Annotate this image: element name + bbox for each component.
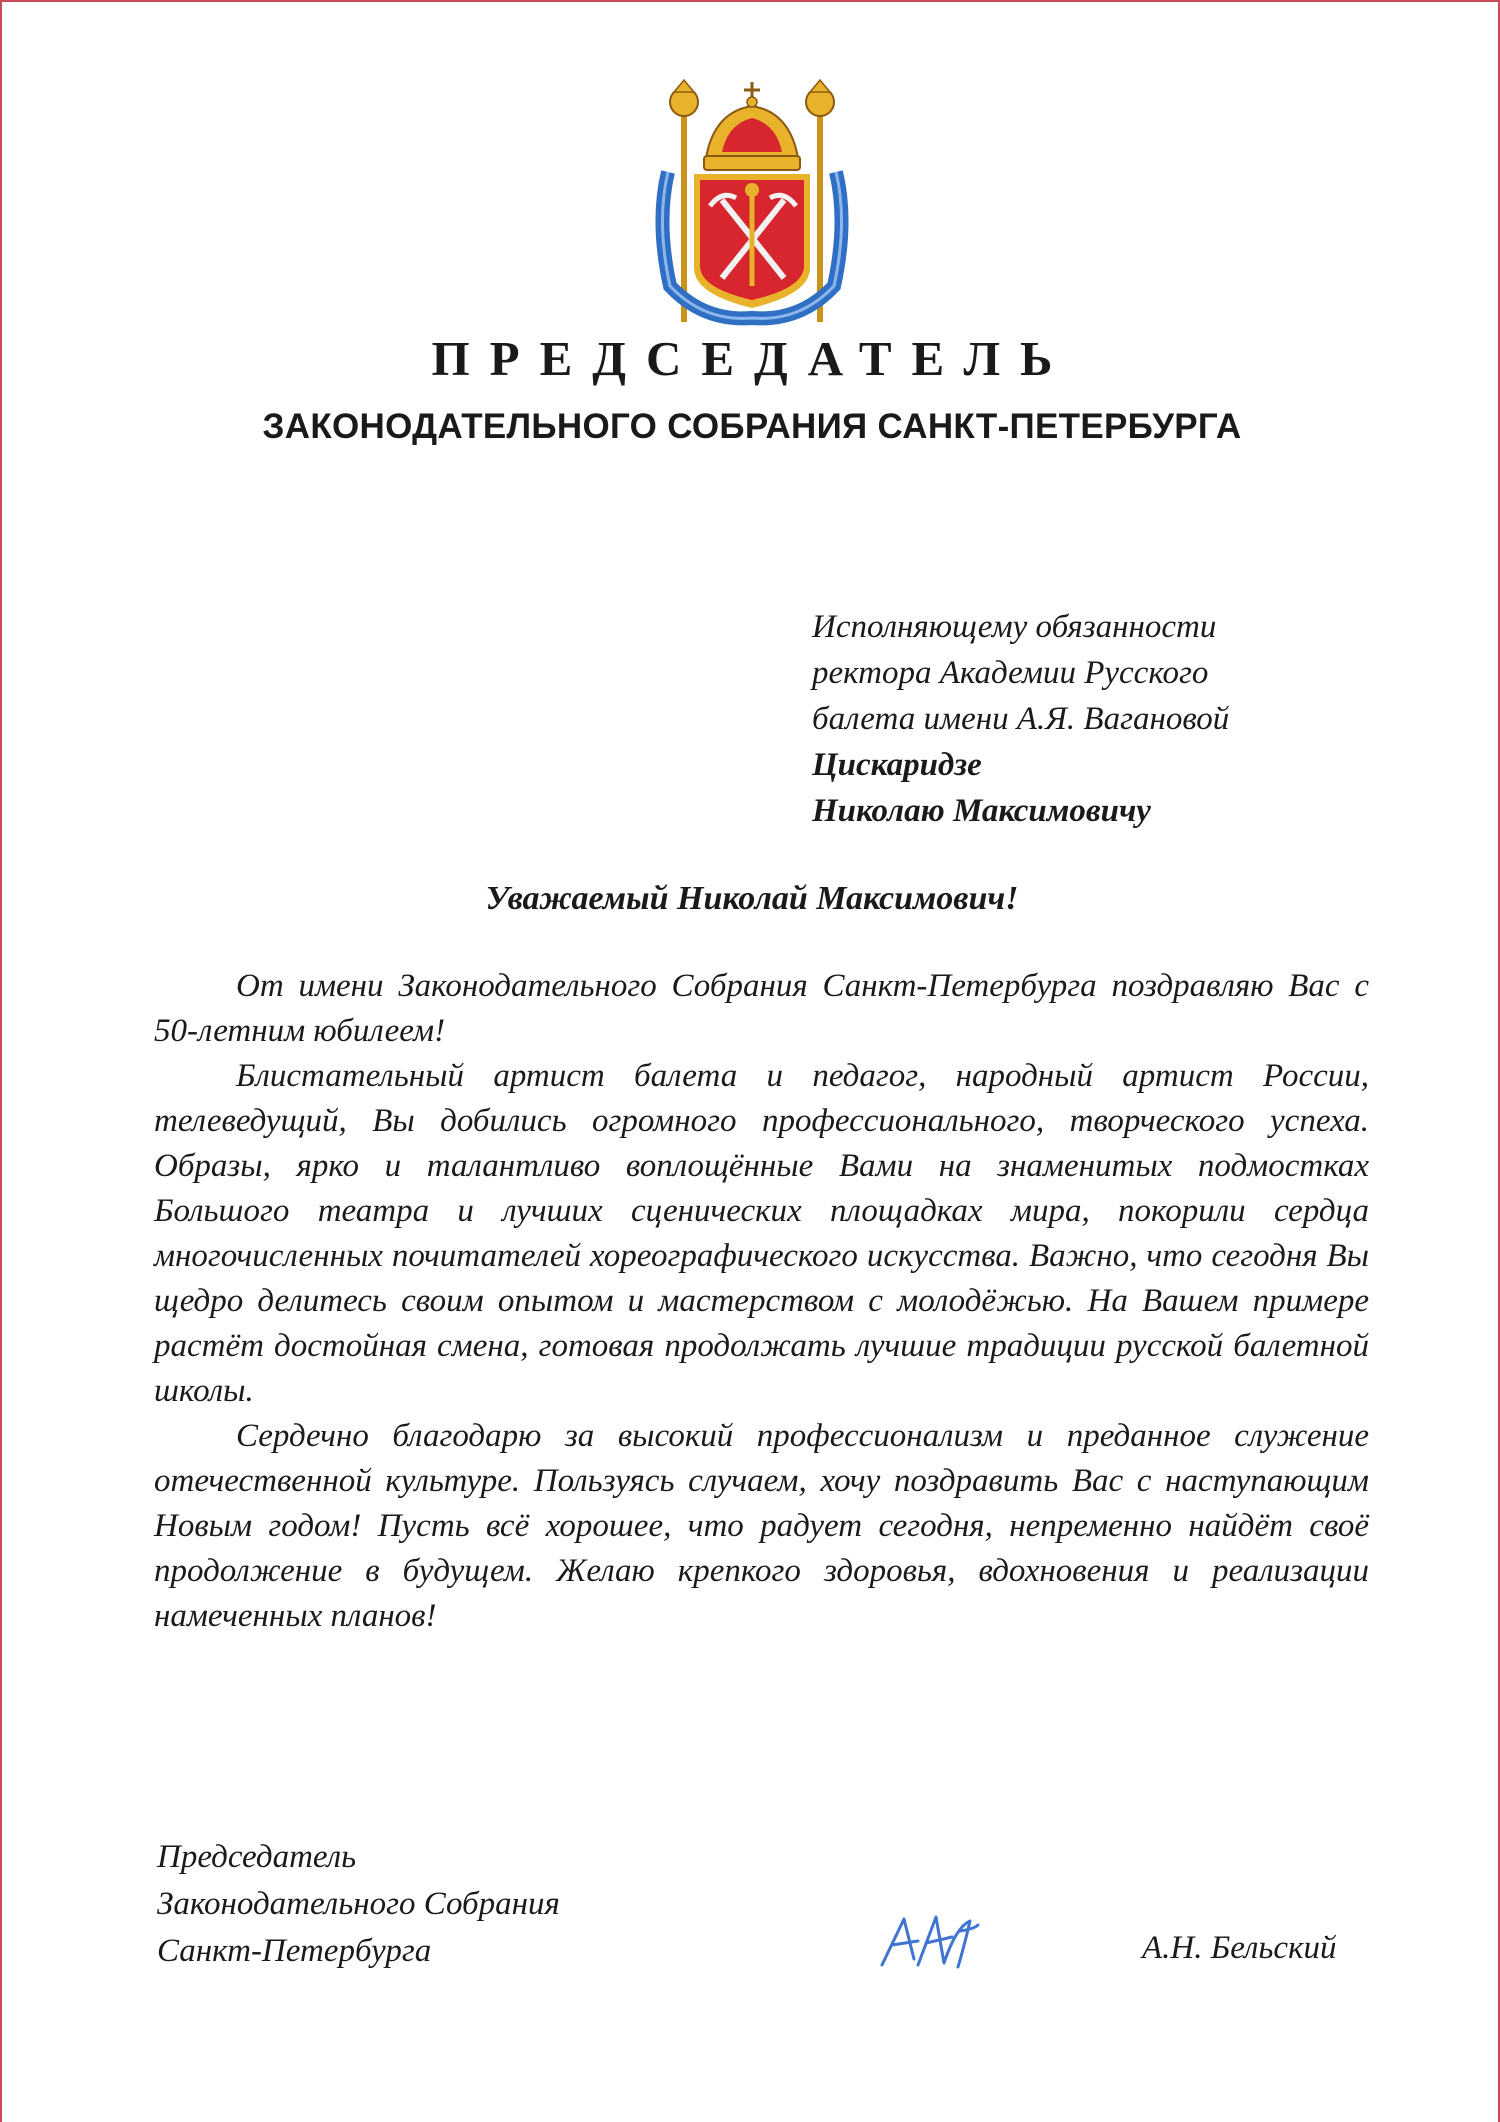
signatory-position: [157, 1834, 560, 1975]
letter-body: [154, 964, 1369, 1639]
position-line: Законодательного Собрания: [157, 1886, 560, 1922]
handwritten-signature: [874, 1907, 984, 1977]
position-line: Председатель: [157, 1839, 357, 1875]
position-line: Санкт-Петербурга: [157, 1933, 432, 1969]
document-title: ПРЕДСЕДАТЕЛЬ: [431, 331, 1073, 386]
greeting: Уважаемый Николай Максимович!: [485, 880, 1019, 917]
body-paragraph: Сердечно благодарю за высокий профессионализм и преданное служение отечественной культуре. Пользуясь случаем, хочу поздравить Вас с наступающим Новым годом! Пусть всё хорошее, что радует сегодня, непременно найдёт своё продолжение в будущем. Желаю крепкого здоровья, вдохновения и реализации намеченных планов!: [154, 1418, 1369, 1634]
addressee-name: Николаю Максимовичу: [812, 793, 1151, 829]
addressee-block: [812, 604, 1432, 834]
addressee-line: Исполняющему обязанности: [812, 609, 1217, 645]
addressee-surname: Цискаридзе: [812, 747, 982, 783]
document-subtitle: ЗАКОНОДАТЕЛЬНОГО СОБРАНИЯ САНКТ-ПЕТЕРБУРГА: [262, 407, 1242, 446]
body-paragraph: От имени Законодательного Собрания Санкт-Петербурга поздравляю Вас с 50-летним юбилеем!: [154, 968, 1369, 1049]
addressee-line: балета имени А.Я. Вагановой: [812, 701, 1230, 737]
signatory-name: А.Н. Бельский: [1142, 1930, 1337, 1966]
body-paragraph: Блистательный артист балета и педагог, народный артист России, телеведущий, Вы добились огромного профессионального, творческого успеха. Образы, ярко и талантливо воплощённые Вами на знаменитых подмостках Большого театра и лучших сценических площадках мира, покорили сердца многочисленных почитателей хореографического искусства. Важно, что сегодня Вы щедро делитесь своим опытом и мастерством с молодёжью. На Вашем примере растёт достойная смена, готовая продолжать лучшие традиции русской балетной школы.: [154, 1058, 1369, 1409]
coat-of-arms-emblem: [644, 72, 860, 332]
addressee-line: ректора Академии Русского: [812, 655, 1209, 691]
